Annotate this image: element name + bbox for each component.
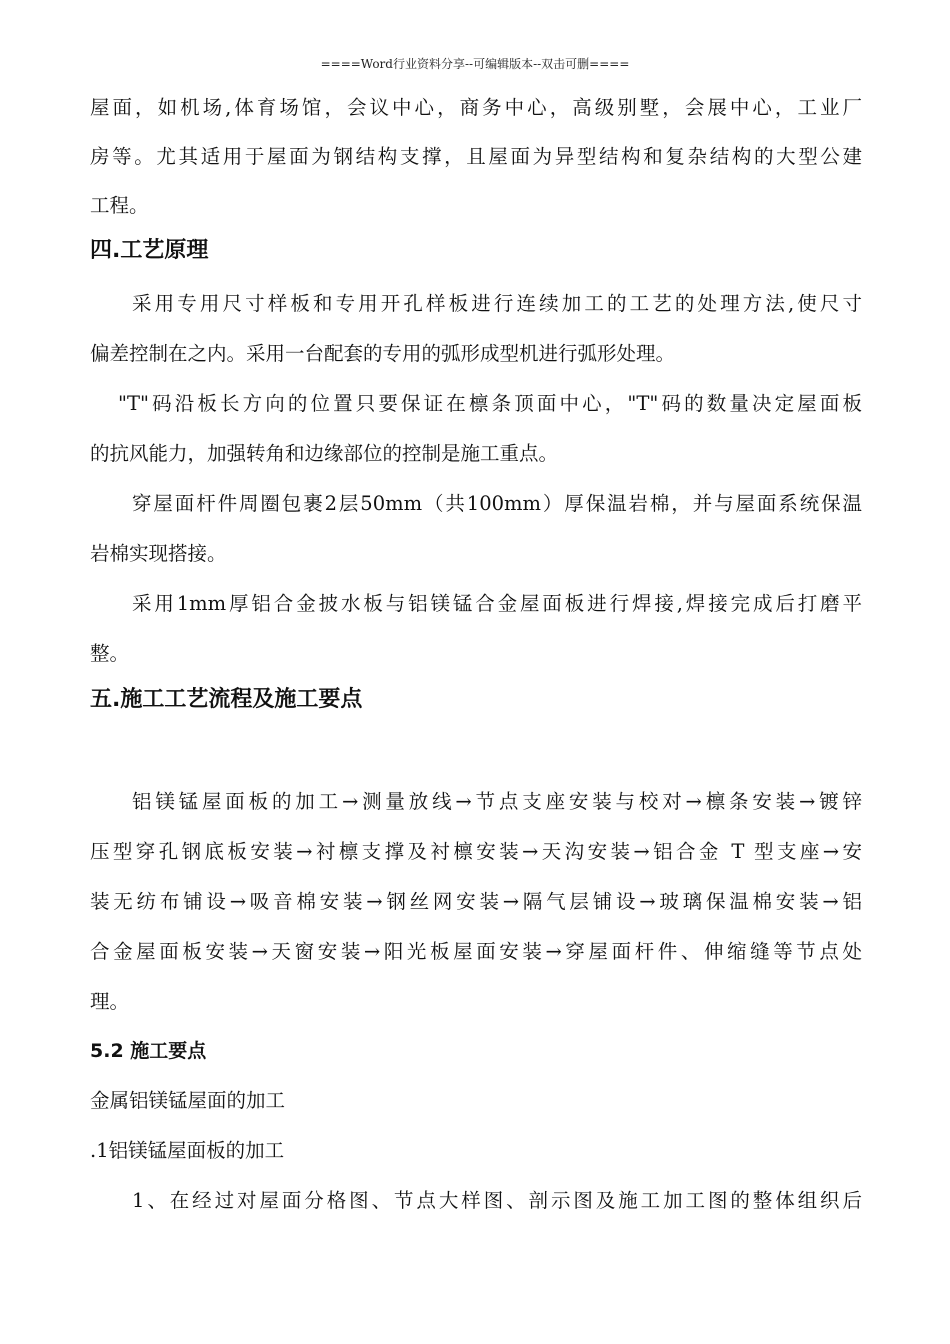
- paragraph-line: 采用专用尺寸样板和专用开孔样板进行连续加工的工艺的处理方法,使尺寸: [132, 292, 862, 315]
- text-line: 工程。: [90, 194, 149, 217]
- paragraph-line: 1、在经过对屋面分格图、节点大样图、剖示图及施工加工图的整体组织后: [132, 1189, 862, 1212]
- page-banner: ====Word行业资料分享--可编辑版本--双击可删====: [320, 57, 630, 71]
- section-heading-5: 五.施工工艺流程及施工要点: [90, 687, 363, 712]
- flow-line: 理。: [90, 990, 130, 1013]
- item-title: 金属铝镁锰屋面的加工: [90, 1089, 286, 1112]
- paragraph-line: 采用1mm厚铝合金披水板与铝镁锰合金屋面板进行焊接,焊接完成后打磨平: [132, 592, 862, 615]
- text-line: 房等。尤其适用于屋面为钢结构支撑，且屋面为异型结构和复杂结构的大型公建: [90, 145, 862, 168]
- flow-line: 铝镁锰屋面板的加工→测量放线→节点支座安装与校对→檩条安装→镀锌: [132, 790, 862, 813]
- paragraph-line: 整。: [90, 642, 130, 665]
- text-line: 屋面，如机场,体育场馆，会议中心，商务中心，高级别墅，会展中心，工业厂: [90, 96, 862, 119]
- paragraph-line: 岩棉实现搭接。: [90, 542, 227, 565]
- section-heading-4: 四.工艺原理: [90, 238, 209, 263]
- flow-line: 压型穿孔钢底板安装→衬檩支撑及衬檩安装→天沟安装→铝合金 T 型支座→安: [90, 840, 862, 863]
- subsection-heading: 5.2 施工要点: [90, 1040, 207, 1062]
- paragraph-line: 的抗风能力，加强转角和边缘部位的控制是施工重点。: [90, 442, 559, 465]
- paragraph-line: 偏差控制在之内。采用一台配套的专用的弧形成型机进行弧形处理。: [90, 342, 676, 365]
- item-subtitle: .1铝镁锰屋面板的加工: [90, 1139, 285, 1162]
- paragraph-line: 穿屋面杆件周圈包裹2层50mm（共100mm）厚保温岩棉，并与屋面系统保温: [132, 492, 862, 515]
- flow-line: 装无纺布铺设→吸音棉安装→钢丝网安装→隔气层铺设→玻璃保温棉安装→铝: [90, 890, 862, 913]
- flow-line: 合金屋面板安装→天窗安装→阳光板屋面安装→穿屋面杆件、伸缩缝等节点处: [90, 940, 862, 963]
- paragraph-line: "T"码沿板长方向的位置只要保证在檩条顶面中心，"T"码的数量决定屋面板: [118, 392, 862, 415]
